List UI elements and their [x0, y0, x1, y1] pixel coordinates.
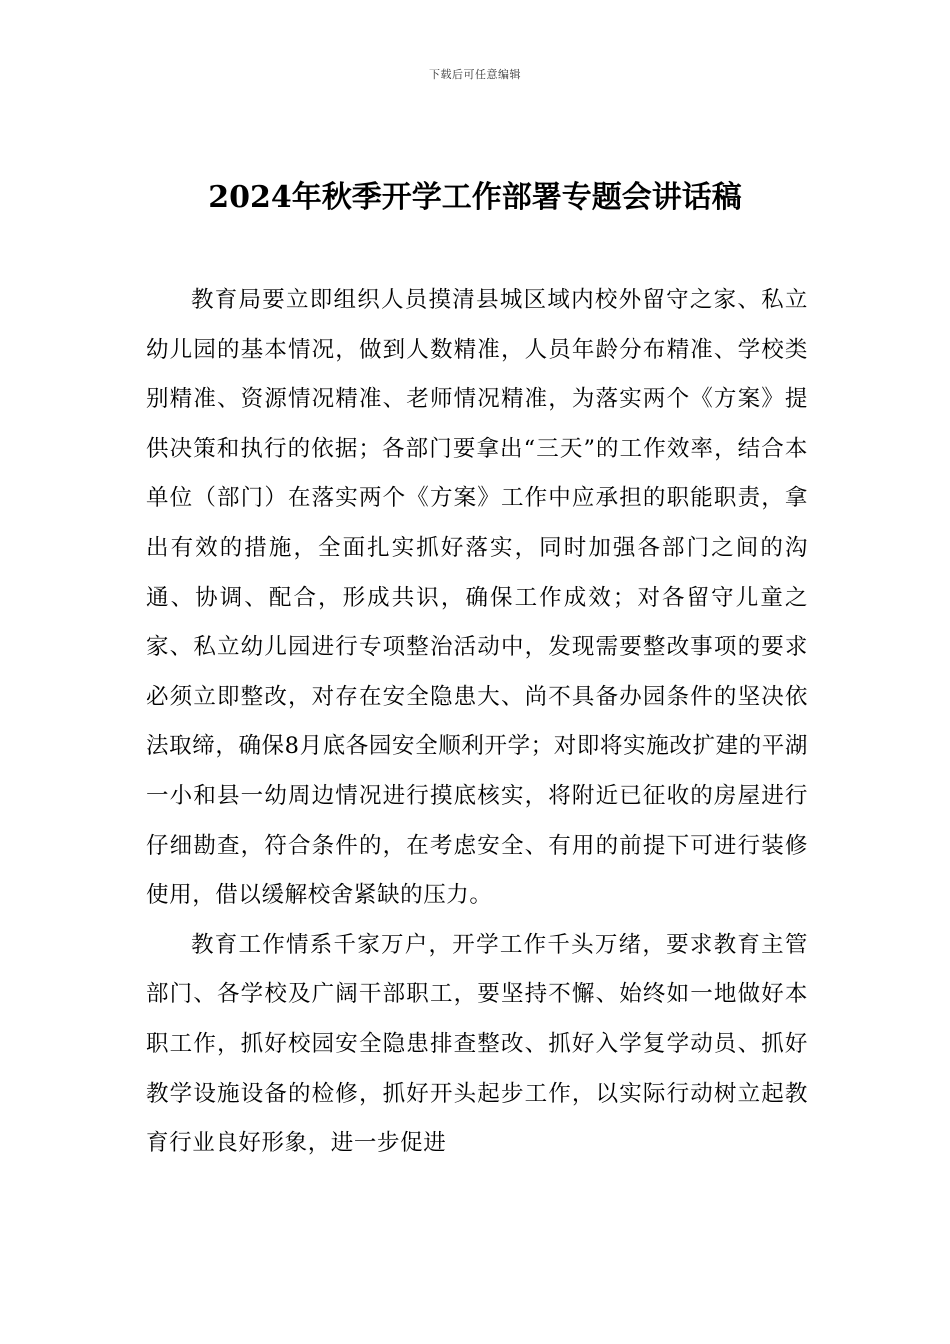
document-body — [146, 276, 808, 1169]
document-title: 2024年秋季开学工作部署专题会讲话稿 — [208, 180, 742, 215]
paragraph-2: 教育工作情系千家万户，开学工作千头万绪，要求教育主管部门、各学校及广阔干部职工，要坚持不懈、始终如一地做好本职工作，抓好校园安全隐患排查整改、抓好入学复学动员、抓好教学设施设备的检修，抓好开头起步工作，以实际行动树立起教育行业良好形象，进一步促进 — [146, 931, 808, 1157]
page-header-note: 下载后可任意编辑 — [429, 68, 521, 81]
paragraph-1: 教育局要立即组织人员摸清县城区域内校外留守之家、私立幼儿园的基本情况，做到人数精准，人员年龄分布精准、学校类别精准、资源情况精准、老师情况精准，为落实两个《方案》提供决策和执行的依据；各部门要拿出“三天”的工作效率，结合本单位（部门）在落实两个《方案》工作中应承担的职能职责，拿出有效的措施，全面扎实抓好落实，同时加强各部门之间的沟通、协调、配合，形成共识，确保工作成效；对各留守儿童之家、私立幼儿园进行专项整治活动中，发现需要整改事项的要求必须立即整改，对存在安全隐患大、尚不具备办园条件的坚决依法取缔，确保8月底各园安全顺利开学；对即将实施改扩建的平湖一小和县一幼周边情况进行摸底核实，将附近已征收的房屋进行仔细勘查，符合条件的，在考虑安全、有用的前提下可进行装修使用，借以缓解校舍紧缺的压力。 — [146, 287, 808, 909]
